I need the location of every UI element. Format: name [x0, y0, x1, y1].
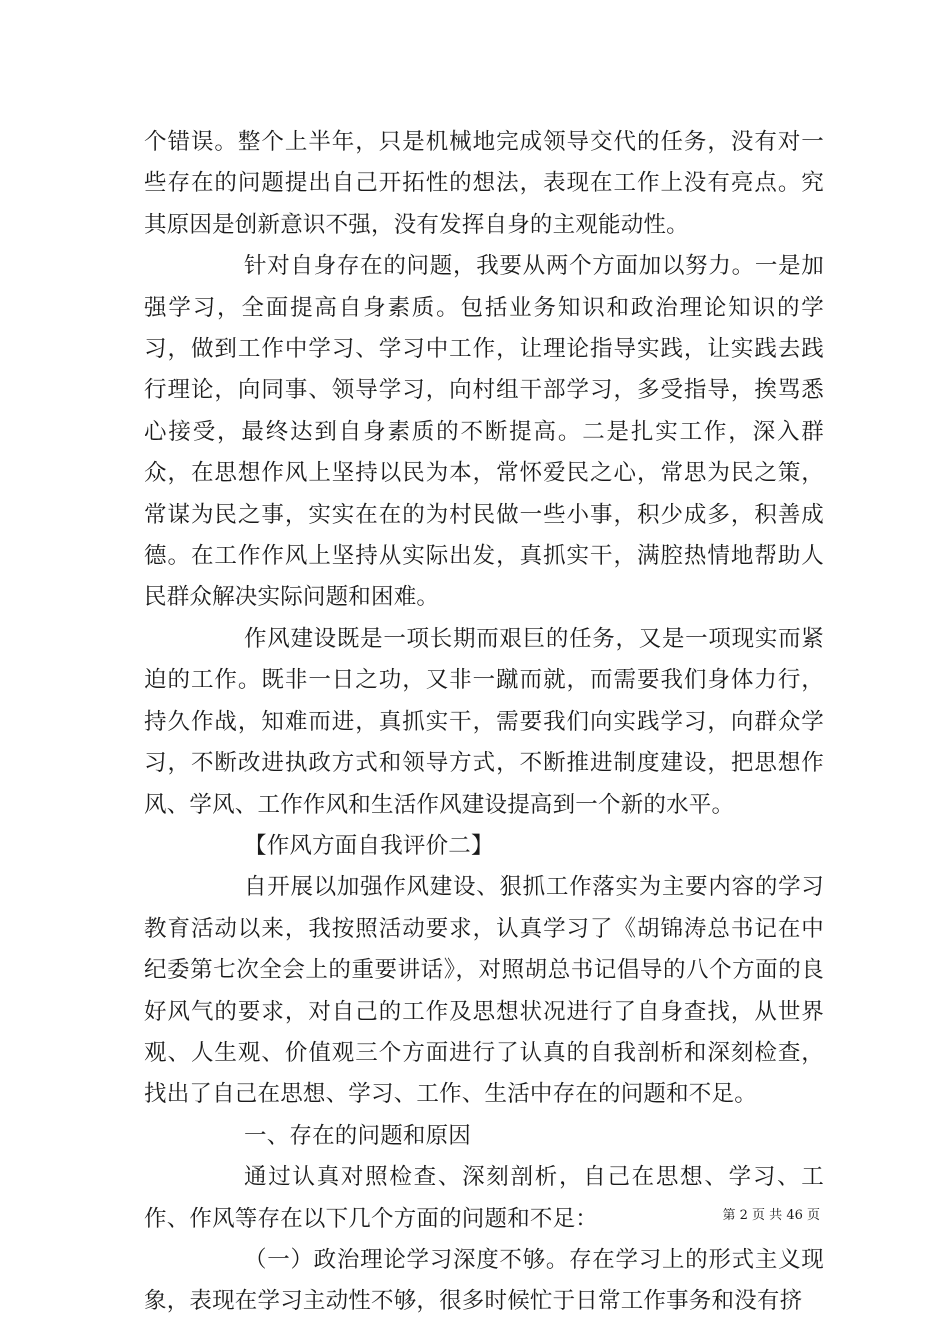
paragraph-3: 作风建设既是一项长期而艰巨的任务，又是一项现实而紧迫的工作。既非一日之功，又非一蹴而就，而需要我们身体力行，持久作战，知难而进，真抓实干，需要我们向实践学习，向群众学习，不断改进执政方式和领导方式，不断推进制度建设，把思想作风、学风、工作作风和生活作风建设提高到一个新的水平。: [144, 625, 824, 818]
paragraph-2: 针对自身存在的问题，我要从两个方面加以努力。一是加强学习，全面提高自身素质。包括业务知识和政治理论知识的学习，做到工作中学习、学习中工作，让理论指导实践，让实践去践行理论，向同事、领导学习，向村组干部学习，多受指导，挨骂悉心接受，最终达到自身素质的不断提高。二是扎实工作，深入群众，在思想作风上坚持以民为本，常怀爱民之心，常思为民之策，常谋为民之事，实实在在的为村民做一些小事，积少成多，积善成德。在工作作风上坚持从实际出发，真抓实干，满腔热情地帮助人民群众解决实际问题和困难。: [144, 253, 824, 611]
paragraph-1: 个错误。整个上半年，只是机械地完成领导交代的任务，没有对一些存在的问题提出自己开拓性的想法，表现在工作上没有亮点。究其原因是创新意识不强，没有发挥自身的主观能动性。: [144, 129, 824, 238]
subsection-heading: 一、存在的问题和原因: [244, 1122, 472, 1149]
paragraph-5: 通过认真对照检查、深刻剖析，自己在思想、学习、工作、作风等存在以下几个方面的问题和不足：: [144, 1164, 824, 1232]
page-number-footer: 第 2 页 共 46 页: [722, 1208, 820, 1223]
section-heading: 【作风方面自我评价二】: [244, 832, 494, 859]
paragraph-4: 自开展以加强作风建设、狠抓工作落实为主要内容的学习教育活动以来，我按照活动要求，认真学习了《胡锦涛总书记在中纪委第七次全会上的重要讲话》，对照胡总书记倡导的八个方面的良好风气的要求，对自己的工作及思想状况进行了自身查找，从世界观、人生观、价值观三个方面进行了认真的自我剖析和深刻检查，找出了自己在思想、学习、工作、生活中存在的问题和不足。: [144, 874, 824, 1108]
document-body: [144, 122, 824, 1323]
paragraph-6: （一）政治理论学习深度不够。存在学习上的形式主义现象，表现在学习主动性不够，很多时候忙于日常工作事务和没有挤: [144, 1246, 824, 1315]
